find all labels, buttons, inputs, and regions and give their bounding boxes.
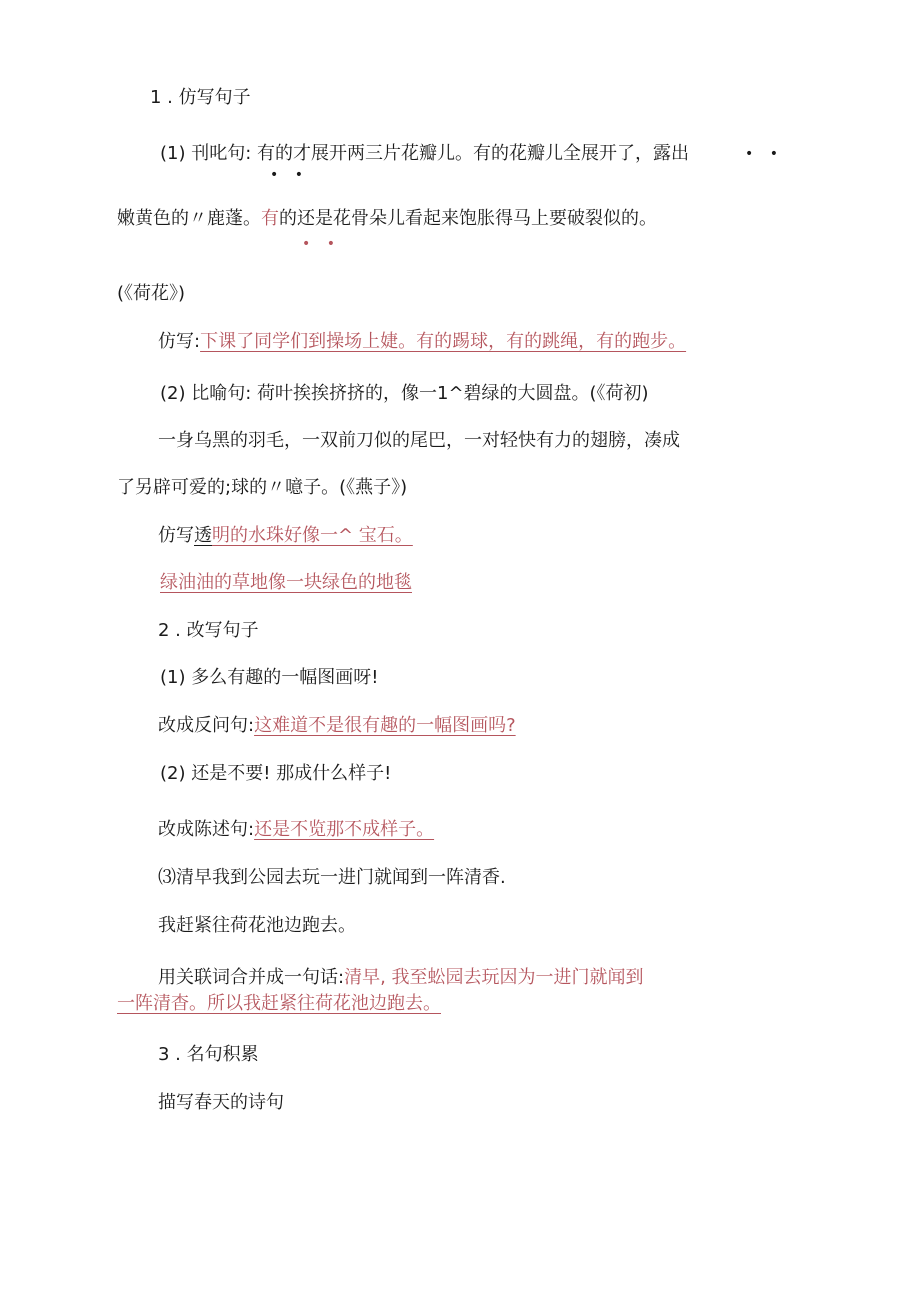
stmt-label: 改成陈述句:	[158, 819, 255, 840]
section-2-heading: 2 . 改写句子	[158, 620, 259, 641]
rq-answer: 这难道不是很有趣的一幅图画吗?	[254, 715, 516, 736]
combine-line2	[117, 992, 441, 1016]
sec1-item2-line2: 一身乌黑的羽毛，一双前刀似的尾巴，一对轻快有力的翅膀，凑成	[158, 430, 680, 451]
emphasis-dots: • •	[302, 236, 341, 252]
sec2-item3-line1: ⑶清早我到公园去玩一进门就闻到一阵清香.	[158, 867, 506, 888]
sec2-item1: (1) 多么有趣的一幅图画呀!	[160, 667, 379, 688]
imitate2-label: 仿写	[158, 525, 194, 546]
combine	[158, 966, 644, 990]
stmt-answer: 还是不览那不成样子。	[254, 819, 435, 840]
section-1-heading: 1 . 仿写句子	[150, 87, 251, 108]
rhetorical-question	[158, 714, 516, 738]
sec3-item1: 描写春天的诗句	[158, 1092, 284, 1113]
imitate2-answer-first: 透	[194, 525, 212, 546]
emphasis-dots: • •	[270, 167, 309, 183]
highlight-char: 有	[261, 208, 279, 229]
imitate2-answer2-text: 绿油油的草地像一块绿色的地毯	[160, 572, 412, 593]
sec1-item2-line1: (2) 比喻句: 荷叶挨挨挤挤的，像一1^碧绿的大圆盘。(《荷初)	[160, 383, 649, 404]
combine-answer-2: 一阵清杳。所以我赶紧往荷花池边跑去。	[117, 993, 441, 1014]
sec1-item1-line1: (1) 刊叱句: 有的才展开两三片花瓣儿。有的花瓣儿全展开了，露出	[160, 143, 690, 164]
sec2-item3-line2: 我赶紧往荷花池边跑去。	[158, 915, 356, 936]
sec1-item1-line2	[117, 207, 657, 231]
rq-label: 改成反问句:	[158, 715, 255, 736]
imitate1-label: 仿写:	[158, 331, 201, 352]
text-fragment: 的还是花骨朵儿看起来饱胀得马上要破裂似的。	[279, 208, 657, 229]
emphasis-dots: • •	[745, 146, 784, 162]
imitate1-answer: 下课了同学们到操场上婕。有的踢球，有的跳绳，有的跑步。	[200, 331, 687, 352]
sec1-item1-source: (《荷花》)	[117, 283, 186, 304]
sec2-item2: (2) 还是不要! 那成什么样子!	[160, 763, 392, 784]
combine-label: 用关联词合并成一句话:	[158, 967, 345, 988]
text-fragment: 嫩黄色的〃鹿蓬。	[117, 208, 261, 229]
statement	[158, 818, 434, 842]
imitate2-answer: 明的水珠好像一^ 宝石。	[212, 525, 413, 546]
imitate2-answer2	[160, 571, 412, 595]
sec1-item2-line3: 了另辟可爱的;球的〃噫子。(《燕子》)	[117, 477, 408, 498]
section-3-heading: 3 . 名句积累	[158, 1044, 259, 1065]
imitate2	[158, 524, 413, 548]
imitate1	[158, 330, 686, 354]
combine-answer-1: 清早, 我至蚣园去玩因为一进门就闻到	[344, 967, 644, 988]
